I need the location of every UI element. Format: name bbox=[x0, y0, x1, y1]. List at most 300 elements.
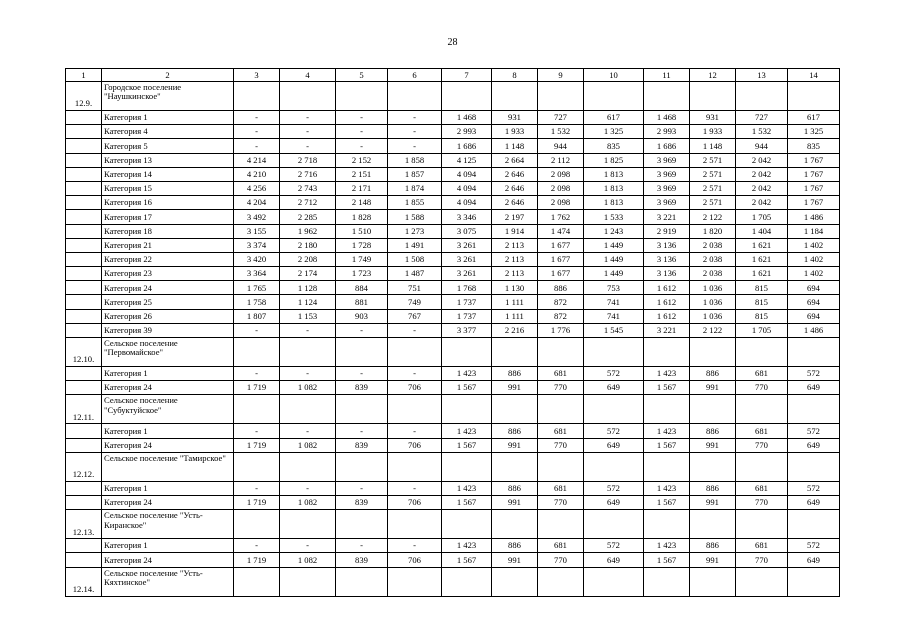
value-cell: 886 bbox=[492, 367, 538, 381]
table-row bbox=[66, 424, 840, 438]
value-cell: 572 bbox=[788, 539, 840, 553]
value-cell: 1 807 bbox=[234, 309, 280, 323]
empty-cell bbox=[736, 452, 788, 481]
table-row bbox=[66, 295, 840, 309]
value-cell: 1 423 bbox=[442, 539, 492, 553]
category-cell: Категория 4 bbox=[102, 125, 234, 139]
empty-cell bbox=[538, 510, 584, 539]
value-cell: 1 962 bbox=[280, 224, 336, 238]
column-header: 1 bbox=[66, 69, 102, 82]
table-row bbox=[66, 438, 840, 452]
table-body bbox=[66, 69, 840, 597]
empty-cell bbox=[644, 82, 690, 111]
value-cell: 3 261 bbox=[442, 238, 492, 252]
value-cell: 681 bbox=[538, 424, 584, 438]
value-cell: 649 bbox=[788, 438, 840, 452]
value-cell: 727 bbox=[538, 111, 584, 125]
value-cell: 2 038 bbox=[690, 267, 736, 281]
empty-cell bbox=[280, 452, 336, 481]
value-cell: 886 bbox=[690, 367, 736, 381]
section-row bbox=[66, 510, 840, 539]
value-cell: 4 125 bbox=[442, 153, 492, 167]
value-cell: 1 621 bbox=[736, 252, 788, 266]
value-cell: 886 bbox=[492, 539, 538, 553]
empty-cell bbox=[736, 567, 788, 596]
empty-cell bbox=[736, 82, 788, 111]
value-cell: 681 bbox=[538, 481, 584, 495]
value-cell: 886 bbox=[492, 424, 538, 438]
value-cell: 1 567 bbox=[442, 495, 492, 509]
table-row bbox=[66, 267, 840, 281]
empty-cell bbox=[690, 82, 736, 111]
value-cell: 1 402 bbox=[788, 267, 840, 281]
empty-cell bbox=[442, 567, 492, 596]
value-cell: 3 155 bbox=[234, 224, 280, 238]
value-cell: 1 737 bbox=[442, 295, 492, 309]
value-cell: 751 bbox=[388, 281, 442, 295]
value-cell: 886 bbox=[492, 481, 538, 495]
value-cell: 839 bbox=[336, 381, 388, 395]
category-cell: Категория 5 bbox=[102, 139, 234, 153]
value-cell: 770 bbox=[736, 495, 788, 509]
empty-cell bbox=[234, 567, 280, 596]
empty-cell bbox=[280, 395, 336, 424]
table-row bbox=[66, 125, 840, 139]
value-cell: 1 858 bbox=[388, 153, 442, 167]
value-cell: 1 567 bbox=[442, 553, 492, 567]
value-cell: 2 571 bbox=[690, 167, 736, 181]
value-cell: 572 bbox=[788, 424, 840, 438]
value-cell: 681 bbox=[736, 481, 788, 495]
value-cell: 1 111 bbox=[492, 295, 538, 309]
value-cell: 2 174 bbox=[280, 267, 336, 281]
section-row bbox=[66, 567, 840, 596]
header-row bbox=[66, 69, 840, 82]
value-cell: 3 261 bbox=[442, 267, 492, 281]
value-cell: 3 377 bbox=[442, 323, 492, 337]
value-cell: 1 767 bbox=[788, 167, 840, 181]
value-cell: 572 bbox=[584, 367, 644, 381]
empty-cell bbox=[234, 338, 280, 367]
category-cell: Категория 26 bbox=[102, 309, 234, 323]
value-cell: - bbox=[336, 323, 388, 337]
table-row bbox=[66, 167, 840, 181]
value-cell: - bbox=[336, 139, 388, 153]
value-cell: 1 153 bbox=[280, 309, 336, 323]
value-cell: 1 111 bbox=[492, 309, 538, 323]
value-cell: 1 813 bbox=[584, 196, 644, 210]
section-number: 12.9. bbox=[66, 82, 102, 111]
table-row bbox=[66, 495, 840, 509]
value-cell: - bbox=[280, 539, 336, 553]
value-cell: 1 621 bbox=[736, 267, 788, 281]
section-name: Сельское поселение "Усть-Кяхтинское" bbox=[102, 567, 234, 596]
value-cell: 770 bbox=[736, 381, 788, 395]
value-cell: 1 767 bbox=[788, 181, 840, 195]
table-row bbox=[66, 153, 840, 167]
value-cell: 1 532 bbox=[538, 125, 584, 139]
section-number: 12.13. bbox=[66, 510, 102, 539]
empty-cell bbox=[584, 395, 644, 424]
value-cell: - bbox=[280, 125, 336, 139]
value-cell: 1 567 bbox=[442, 438, 492, 452]
value-cell: 2 646 bbox=[492, 181, 538, 195]
value-cell: 1 705 bbox=[736, 323, 788, 337]
category-cell: Категория 24 bbox=[102, 495, 234, 509]
value-cell: 1 677 bbox=[538, 267, 584, 281]
empty-cell bbox=[66, 252, 102, 266]
empty-cell bbox=[442, 82, 492, 111]
value-cell: 649 bbox=[584, 495, 644, 509]
value-cell: 1 762 bbox=[538, 210, 584, 224]
value-cell: 991 bbox=[492, 495, 538, 509]
value-cell: 572 bbox=[584, 539, 644, 553]
value-cell: 572 bbox=[788, 481, 840, 495]
value-cell: - bbox=[388, 139, 442, 153]
value-cell: 1 686 bbox=[644, 139, 690, 153]
table-row bbox=[66, 181, 840, 195]
value-cell: 681 bbox=[736, 424, 788, 438]
empty-cell bbox=[280, 82, 336, 111]
value-cell: 1 423 bbox=[644, 367, 690, 381]
value-cell: 4 094 bbox=[442, 181, 492, 195]
empty-cell bbox=[66, 367, 102, 381]
value-cell: 1 855 bbox=[388, 196, 442, 210]
value-cell: 1 486 bbox=[788, 210, 840, 224]
value-cell: 1 423 bbox=[442, 424, 492, 438]
value-cell: 815 bbox=[736, 295, 788, 309]
empty-cell bbox=[234, 510, 280, 539]
value-cell: - bbox=[388, 539, 442, 553]
empty-cell bbox=[336, 395, 388, 424]
table-row bbox=[66, 224, 840, 238]
value-cell: 741 bbox=[584, 309, 644, 323]
value-cell: 1 402 bbox=[788, 238, 840, 252]
section-number: 12.11. bbox=[66, 395, 102, 424]
value-cell: 1 767 bbox=[788, 196, 840, 210]
value-cell: 649 bbox=[788, 381, 840, 395]
table-row bbox=[66, 238, 840, 252]
value-cell: 4 204 bbox=[234, 196, 280, 210]
value-cell: 4 210 bbox=[234, 167, 280, 181]
value-cell: 1 423 bbox=[644, 539, 690, 553]
value-cell: - bbox=[234, 539, 280, 553]
value-cell: 1 423 bbox=[644, 481, 690, 495]
value-cell: 815 bbox=[736, 281, 788, 295]
empty-cell bbox=[336, 452, 388, 481]
empty-cell bbox=[388, 395, 442, 424]
value-cell: 572 bbox=[788, 367, 840, 381]
column-header: 10 bbox=[584, 69, 644, 82]
value-cell: - bbox=[388, 481, 442, 495]
empty-cell bbox=[538, 338, 584, 367]
tariff-table bbox=[65, 68, 840, 597]
value-cell: 2 148 bbox=[336, 196, 388, 210]
section-number: 12.10. bbox=[66, 338, 102, 367]
column-header: 9 bbox=[538, 69, 584, 82]
value-cell: 991 bbox=[492, 438, 538, 452]
value-cell: 1 828 bbox=[336, 210, 388, 224]
value-cell: 2 571 bbox=[690, 181, 736, 195]
empty-cell bbox=[66, 323, 102, 337]
value-cell: 1 825 bbox=[584, 153, 644, 167]
category-cell: Категория 18 bbox=[102, 224, 234, 238]
empty-cell bbox=[66, 424, 102, 438]
empty-cell bbox=[66, 153, 102, 167]
empty-cell bbox=[336, 338, 388, 367]
empty-cell bbox=[690, 567, 736, 596]
value-cell: - bbox=[234, 424, 280, 438]
value-cell: 1 273 bbox=[388, 224, 442, 238]
value-cell: 749 bbox=[388, 295, 442, 309]
section-row bbox=[66, 395, 840, 424]
empty-cell bbox=[492, 567, 538, 596]
value-cell: 1 813 bbox=[584, 167, 644, 181]
value-cell: 835 bbox=[788, 139, 840, 153]
value-cell: 1 082 bbox=[280, 438, 336, 452]
value-cell: 694 bbox=[788, 281, 840, 295]
empty-cell bbox=[690, 395, 736, 424]
category-cell: Категория 16 bbox=[102, 196, 234, 210]
value-cell: - bbox=[388, 323, 442, 337]
value-cell: - bbox=[388, 111, 442, 125]
empty-cell bbox=[644, 452, 690, 481]
value-cell: 881 bbox=[336, 295, 388, 309]
value-cell: 572 bbox=[584, 424, 644, 438]
page-number: 28 bbox=[447, 37, 458, 48]
value-cell: 1 567 bbox=[644, 553, 690, 567]
column-header: 14 bbox=[788, 69, 840, 82]
value-cell: 2 571 bbox=[690, 153, 736, 167]
value-cell: 681 bbox=[538, 539, 584, 553]
value-cell: - bbox=[336, 125, 388, 139]
value-cell: 3 261 bbox=[442, 252, 492, 266]
empty-cell bbox=[584, 510, 644, 539]
value-cell: - bbox=[234, 367, 280, 381]
category-cell: Категория 24 bbox=[102, 438, 234, 452]
value-cell: 944 bbox=[538, 139, 584, 153]
empty-cell bbox=[690, 452, 736, 481]
value-cell: 1 468 bbox=[644, 111, 690, 125]
table-row bbox=[66, 111, 840, 125]
category-cell: Категория 24 bbox=[102, 553, 234, 567]
empty-cell bbox=[736, 510, 788, 539]
value-cell: 2 743 bbox=[280, 181, 336, 195]
value-cell: 767 bbox=[388, 309, 442, 323]
value-cell: 1 184 bbox=[788, 224, 840, 238]
empty-cell bbox=[584, 82, 644, 111]
value-cell: 1 612 bbox=[644, 309, 690, 323]
value-cell: 2 042 bbox=[736, 167, 788, 181]
value-cell: 4 094 bbox=[442, 167, 492, 181]
category-cell: Категория 1 bbox=[102, 111, 234, 125]
value-cell: 1 914 bbox=[492, 224, 538, 238]
value-cell: 2 042 bbox=[736, 153, 788, 167]
value-cell: 1 510 bbox=[336, 224, 388, 238]
value-cell: 991 bbox=[492, 553, 538, 567]
column-header: 6 bbox=[388, 69, 442, 82]
value-cell: 991 bbox=[690, 381, 736, 395]
value-cell: 1 325 bbox=[788, 125, 840, 139]
value-cell: - bbox=[280, 367, 336, 381]
value-cell: - bbox=[234, 125, 280, 139]
category-cell: Категория 25 bbox=[102, 295, 234, 309]
value-cell: 944 bbox=[736, 139, 788, 153]
category-cell: Категория 22 bbox=[102, 252, 234, 266]
empty-cell bbox=[66, 210, 102, 224]
value-cell: 770 bbox=[538, 495, 584, 509]
column-header: 7 bbox=[442, 69, 492, 82]
value-cell: 3 136 bbox=[644, 238, 690, 252]
value-cell: 1 567 bbox=[644, 438, 690, 452]
empty-cell bbox=[538, 82, 584, 111]
section-row bbox=[66, 82, 840, 111]
value-cell: - bbox=[336, 367, 388, 381]
empty-cell bbox=[788, 567, 840, 596]
value-cell: - bbox=[336, 539, 388, 553]
value-cell: 1 765 bbox=[234, 281, 280, 295]
value-cell: 2 152 bbox=[336, 153, 388, 167]
value-cell: 1 508 bbox=[388, 252, 442, 266]
value-cell: 1 621 bbox=[736, 238, 788, 252]
empty-cell bbox=[788, 510, 840, 539]
value-cell: 903 bbox=[336, 309, 388, 323]
value-cell: - bbox=[280, 139, 336, 153]
value-cell: - bbox=[234, 323, 280, 337]
value-cell: 991 bbox=[690, 438, 736, 452]
value-cell: 1 820 bbox=[690, 224, 736, 238]
value-cell: - bbox=[234, 481, 280, 495]
value-cell: 1 677 bbox=[538, 252, 584, 266]
value-cell: 617 bbox=[584, 111, 644, 125]
value-cell: 1 532 bbox=[736, 125, 788, 139]
value-cell: 1 705 bbox=[736, 210, 788, 224]
value-cell: 1 243 bbox=[584, 224, 644, 238]
column-header: 12 bbox=[690, 69, 736, 82]
value-cell: 649 bbox=[788, 495, 840, 509]
value-cell: 2 993 bbox=[442, 125, 492, 139]
empty-cell bbox=[644, 338, 690, 367]
value-cell: 3 075 bbox=[442, 224, 492, 238]
value-cell: 1 474 bbox=[538, 224, 584, 238]
value-cell: 2 664 bbox=[492, 153, 538, 167]
value-cell: 770 bbox=[538, 381, 584, 395]
empty-cell bbox=[584, 452, 644, 481]
value-cell: 1 567 bbox=[644, 495, 690, 509]
empty-cell bbox=[492, 452, 538, 481]
category-cell: Категория 13 bbox=[102, 153, 234, 167]
value-cell: 1 130 bbox=[492, 281, 538, 295]
value-cell: 1 677 bbox=[538, 238, 584, 252]
value-cell: 3 969 bbox=[644, 181, 690, 195]
value-cell: 2 919 bbox=[644, 224, 690, 238]
empty-cell bbox=[788, 395, 840, 424]
value-cell: 886 bbox=[690, 539, 736, 553]
column-header: 13 bbox=[736, 69, 788, 82]
value-cell: 1 423 bbox=[644, 424, 690, 438]
value-cell: 3 969 bbox=[644, 153, 690, 167]
category-cell: Категория 1 bbox=[102, 367, 234, 381]
value-cell: - bbox=[388, 367, 442, 381]
value-cell: - bbox=[280, 323, 336, 337]
value-cell: 770 bbox=[736, 438, 788, 452]
value-cell: 1 128 bbox=[280, 281, 336, 295]
value-cell: 1 719 bbox=[234, 438, 280, 452]
value-cell: 3 136 bbox=[644, 267, 690, 281]
value-cell: 706 bbox=[388, 495, 442, 509]
empty-cell bbox=[736, 338, 788, 367]
value-cell: - bbox=[280, 111, 336, 125]
value-cell: 3 221 bbox=[644, 323, 690, 337]
value-cell: 741 bbox=[584, 295, 644, 309]
category-cell: Категория 14 bbox=[102, 167, 234, 181]
value-cell: 886 bbox=[538, 281, 584, 295]
value-cell: 4 256 bbox=[234, 181, 280, 195]
value-cell: 2 112 bbox=[538, 153, 584, 167]
value-cell: 1 728 bbox=[336, 238, 388, 252]
value-cell: 649 bbox=[788, 553, 840, 567]
value-cell: 1 082 bbox=[280, 495, 336, 509]
value-cell: 1 545 bbox=[584, 323, 644, 337]
value-cell: 3 969 bbox=[644, 196, 690, 210]
value-cell: - bbox=[280, 481, 336, 495]
empty-cell bbox=[66, 111, 102, 125]
value-cell: 770 bbox=[736, 553, 788, 567]
value-cell: 839 bbox=[336, 438, 388, 452]
value-cell: 3 492 bbox=[234, 210, 280, 224]
value-cell: 1 082 bbox=[280, 553, 336, 567]
value-cell: 1 723 bbox=[336, 267, 388, 281]
value-cell: 2 098 bbox=[538, 181, 584, 195]
empty-cell bbox=[644, 510, 690, 539]
empty-cell bbox=[584, 567, 644, 596]
value-cell: 1 325 bbox=[584, 125, 644, 139]
value-cell: 681 bbox=[736, 367, 788, 381]
value-cell: 1 612 bbox=[644, 295, 690, 309]
empty-cell bbox=[66, 553, 102, 567]
value-cell: 1 449 bbox=[584, 252, 644, 266]
value-cell: 4 094 bbox=[442, 196, 492, 210]
empty-cell bbox=[66, 267, 102, 281]
value-cell: 3 969 bbox=[644, 167, 690, 181]
value-cell: 694 bbox=[788, 295, 840, 309]
empty-cell bbox=[788, 338, 840, 367]
value-cell: 694 bbox=[788, 309, 840, 323]
section-number: 12.14. bbox=[66, 567, 102, 596]
value-cell: 884 bbox=[336, 281, 388, 295]
section-number: 12.12. bbox=[66, 452, 102, 481]
empty-cell bbox=[280, 338, 336, 367]
value-cell: 3 136 bbox=[644, 252, 690, 266]
value-cell: 2 285 bbox=[280, 210, 336, 224]
empty-cell bbox=[788, 82, 840, 111]
value-cell: 872 bbox=[538, 309, 584, 323]
table-row bbox=[66, 196, 840, 210]
value-cell: - bbox=[336, 424, 388, 438]
column-header: 4 bbox=[280, 69, 336, 82]
table-row bbox=[66, 553, 840, 567]
value-cell: 2 038 bbox=[690, 252, 736, 266]
empty-cell bbox=[66, 281, 102, 295]
empty-cell bbox=[644, 567, 690, 596]
value-cell: 3 221 bbox=[644, 210, 690, 224]
category-cell: Категория 15 bbox=[102, 181, 234, 195]
value-cell: 991 bbox=[690, 495, 736, 509]
empty-cell bbox=[388, 82, 442, 111]
empty-cell bbox=[690, 338, 736, 367]
value-cell: 839 bbox=[336, 495, 388, 509]
value-cell: 1 768 bbox=[442, 281, 492, 295]
